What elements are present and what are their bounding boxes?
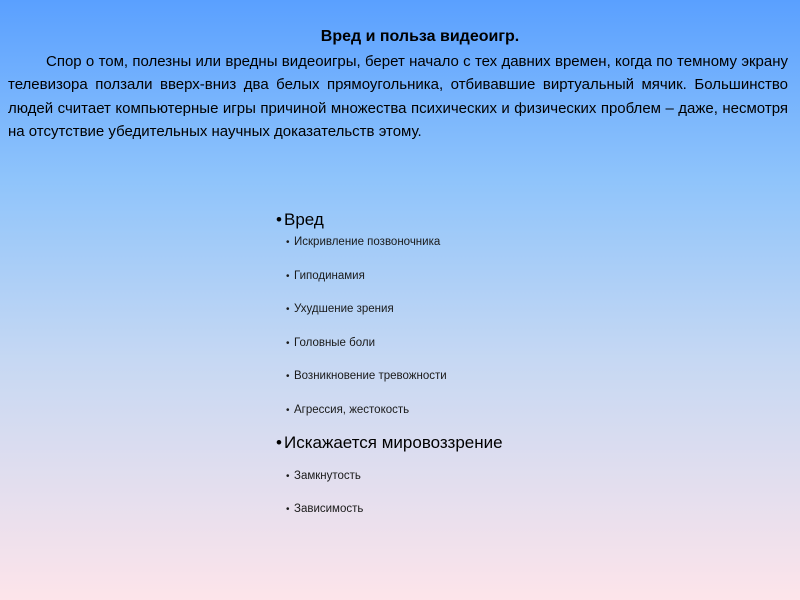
harm-item-label: Головные боли: [294, 336, 376, 349]
harm-item-label: Гиподинамия: [294, 269, 365, 282]
intro-paragraph: Спор о том, полезны или вредны видеоигры, берет начало с тех давних времен, когда по темному экрану телевизора ползали вверх-вниз два белых прямоугольника, отбивавшие виртуальный мячик. Большинство людей считает компьютерные игры причиной множества психических и физических проблем – даже, несмотря на отсутствие убедительных научных доказательств этому.: [8, 53, 788, 140]
harm-item: [276, 268, 776, 284]
bullet-icon: •: [286, 371, 290, 382]
bullet-icon: •: [286, 470, 290, 482]
harm-heading-label: Вред: [284, 210, 324, 229]
worldview-item-label: Замкнутость: [294, 469, 361, 482]
bullet-icon: •: [286, 304, 290, 315]
harm-item: [276, 368, 776, 384]
bullet-icon: •: [286, 504, 290, 515]
harm-heading: [276, 209, 776, 231]
harm-item-label: Агрессия, жестокость: [294, 403, 410, 416]
harm-item-label: Возникновение тревожности: [294, 370, 447, 382]
bullet-icon: •: [286, 337, 290, 349]
slide-title: Вред и польза видеоигр.: [320, 28, 520, 45]
bullet-icon: •: [276, 432, 282, 452]
bullet-icon: •: [286, 237, 290, 248]
bullet-icon: •: [286, 404, 290, 416]
harm-item: [276, 234, 776, 250]
worldview-item: [276, 468, 776, 484]
harm-item: [276, 335, 776, 351]
worldview-item: [276, 501, 776, 517]
harm-item: [276, 402, 776, 418]
bullet-list: [276, 209, 776, 517]
worldview-item-label: Зависимость: [294, 503, 364, 515]
bullet-icon: •: [276, 210, 282, 229]
harm-item-label: Ухудшение зрения: [294, 303, 394, 315]
worldview-heading-label: Искажается мировоззрение: [284, 432, 503, 452]
harm-item: [276, 301, 776, 317]
bullet-icon: •: [286, 270, 290, 282]
worldview-heading: [276, 432, 776, 454]
harm-item-label: Искривление позвоночника: [294, 236, 441, 248]
